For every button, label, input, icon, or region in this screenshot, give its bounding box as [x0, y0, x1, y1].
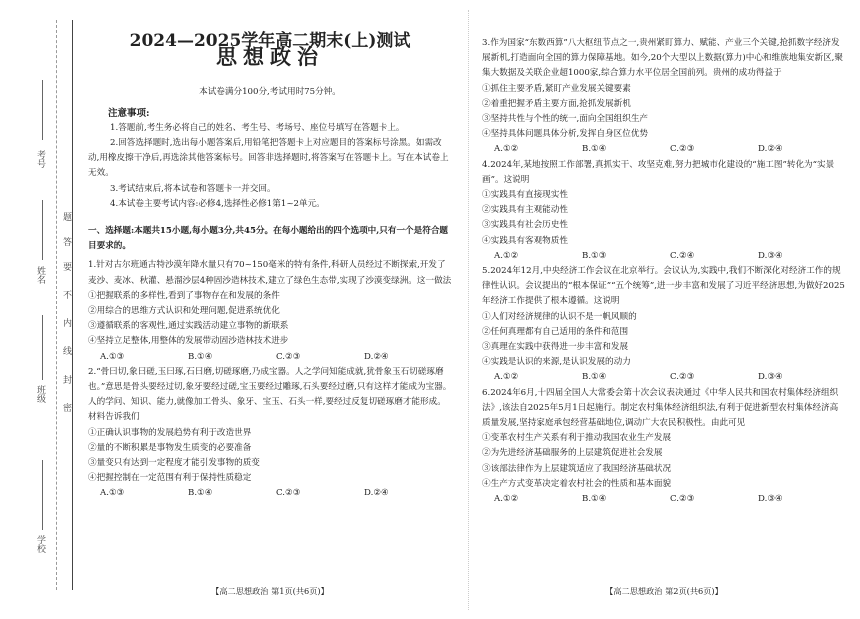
statement-item: ②着重把握矛盾主要方面,抢抓发展新机	[482, 98, 631, 109]
statement-item: ③坚持共性与个性的统一,面向全国组织生产	[482, 114, 649, 125]
option-b[interactable]: B.①④	[582, 494, 607, 505]
seal-char: 线	[61, 346, 71, 355]
seal-char: 题	[61, 212, 71, 221]
statement-item: ②任何真理都有自己适用的条件和范围	[482, 326, 629, 337]
option-a[interactable]: A.①③	[100, 488, 125, 499]
statement-item: ③遵循联系的客观性,通过实践活动建立事物的新联系	[88, 321, 289, 332]
answer-options	[494, 492, 846, 507]
answer-options	[100, 486, 452, 501]
seal-char: 密	[61, 403, 71, 412]
question-stem: 6.2024年6月,十四届全国人大常委会第十次会议表决通过《中华人民共和国农村集体经济组织法》,该法自2025年5月1日起施行。制定农村集体经济组织法,有利于促进新型农村集体经济高质量发展,坚持家庭承包经营基础地位,调动广大农民积极性。由此可见	[482, 387, 839, 429]
option-c[interactable]: C.②③	[276, 351, 301, 362]
statement-item: ③实践具有社会历史性	[482, 220, 568, 231]
statement-item: ①把握联系的多样性,看到了事物存在和发展的条件	[88, 290, 280, 301]
statement-item: ②用综合的思维方式认识和处理问题,促进系统优化	[88, 306, 280, 317]
option-b[interactable]: B.①④	[188, 488, 213, 499]
notice-item: 3.考试结束后,将本试卷和答题卡一并交回。	[110, 183, 276, 194]
option-c[interactable]: C.②③	[670, 372, 695, 383]
statement-item: ①抓住主要矛盾,紧盯产业发展关键要素	[482, 83, 631, 94]
option-d[interactable]: D.③④	[758, 372, 783, 383]
notice-list	[88, 121, 452, 212]
school-label: 学校	[35, 535, 45, 553]
statement-item: ③该部法律作为上层建筑适应了我国经济基础状况	[482, 463, 672, 474]
seal-char: 内	[61, 318, 71, 327]
statement-item: ②实践具有主观能动性	[482, 205, 568, 216]
seal-char: 封	[61, 375, 71, 384]
option-d[interactable]: D.②④	[364, 488, 389, 499]
option-b[interactable]: B.①④	[582, 144, 607, 155]
option-d[interactable]: D.②④	[758, 144, 783, 155]
statement-item: ④实践具有客观物质性	[482, 235, 568, 246]
seal-char: 要	[61, 262, 71, 271]
notice-item: 1.答题前,考生务必将自己的姓名、考生号、考场号、座位号填写在答题卡上。	[110, 122, 405, 133]
option-b[interactable]: B.①③	[582, 250, 607, 261]
option-d[interactable]: D.③④	[758, 494, 783, 505]
option-c[interactable]: C.②④	[670, 250, 695, 261]
blank-line	[42, 315, 43, 380]
option-c[interactable]: C.②③	[670, 144, 695, 155]
statement-item: ④生产方式变革决定着农村社会的性质和基本面貌	[482, 478, 672, 489]
seal-char: 答	[61, 237, 71, 246]
statement-item: ④坚持具体问题具体分析,发挥自身区位优势	[482, 129, 649, 140]
section-heading: 一、选择题:本题共15小题,每小题3分,共45分。在每小题给出的四个选项中,只有一个是符合题目要求的。	[88, 226, 449, 252]
seal-dashed-line	[56, 20, 57, 590]
question-stem: 4.2024年,某地按照工作部署,真抓实干、攻坚克难,努力把城市化建设的“施工图”转化为“实景画”。这说明	[482, 159, 835, 185]
question-3	[482, 36, 846, 158]
statement-item: ①正确认识事物的发展趋势有利于改造世界	[88, 427, 252, 438]
statement-item: ①变革农村生产关系有利于推动我国农业生产发展	[482, 433, 672, 444]
statement-item: ②量的不断积累是事物发生质变的必要准备	[88, 442, 252, 453]
option-a[interactable]: A.①②	[494, 144, 519, 155]
option-c[interactable]: C.②③	[670, 494, 695, 505]
name-label: 姓名	[35, 266, 45, 284]
blank-line	[42, 460, 43, 530]
notice-item: 2.回答选择题时,选出每小题答案后,用铅笔把答题卡上对应题目的答案标号涂黑。如需改动,用橡皮擦干净后,再选涂其他答案标号。回答非选择题时,将答案写在答题卡上。写在本试卷上无效。	[88, 138, 449, 179]
exam-info: 本试卷满分100分,考试用时75分钟。	[199, 87, 341, 98]
option-a[interactable]: A.①②	[494, 372, 519, 383]
subject-title: 思想政治	[216, 45, 324, 70]
option-a[interactable]: A.①②	[494, 494, 519, 505]
statement-item: ②为先进经济基础服务的上层建筑促进社会发展	[482, 448, 663, 459]
question-5	[482, 264, 846, 386]
option-d[interactable]: D.③④	[758, 250, 783, 261]
left-page	[88, 0, 452, 502]
notice-item: 4.本试卷主要考试内容:必修4,选择性必修1第1~2单元。	[110, 198, 325, 209]
seal-char: 不	[61, 290, 71, 299]
blank-line	[42, 200, 43, 260]
blank-line	[42, 80, 43, 140]
option-b[interactable]: B.①④	[582, 372, 607, 383]
statement-item: ③真理在实践中获得进一步丰富和发展	[482, 342, 629, 353]
question-1	[88, 258, 452, 364]
statement-item: ④实践是认识的来源,是认识发展的动力	[482, 357, 631, 368]
question-stem: 1.针对古尔班通古特沙漠年降水量只有70~150毫米的特有条件,科研人员经过不断探索,开发了麦沙、麦冰、秋灌、悬溜沙层4种固沙造林技术,建立了绿色生态带,实现了沙漠变绿洲。这一做法	[88, 260, 452, 286]
binding-line	[72, 20, 73, 590]
answer-options	[100, 350, 452, 365]
notice-heading: 注意事项:	[108, 107, 150, 119]
answer-options	[494, 142, 846, 157]
statement-item: ③量变只有达到一定程度才能引发事物的质变	[88, 458, 260, 469]
page-footer-left: 【高二思想政治 第1页(共6页)】	[211, 586, 329, 596]
question-stem: 5.2024年12月,中央经济工作会议在北京举行。会议认为,实践中,我们不断深化对经济工作的规律性认识。会议提出的“根本保证”“五个统筹”,进一步丰富和发展了习近平经济思想,为做好2025年经济工作提供了根本遵循。这说明	[482, 266, 845, 307]
question-6	[482, 386, 846, 508]
question-stem: 2.“骨曰切,象曰磋,玉曰琢,石曰磨,切磋琢磨,乃成宝器。人之学问知能成就,犹骨象玉石切磋琢磨也。”意思是骨头要经过切,象牙要经过磋,宝玉要经过雕琢,石头要经过磨,只有这样才能成为宝器。人的学问、知识、能力,就像加工骨头、象牙、宝玉、石头一样,要经过反复切磋琢磨才能形成。材料告诉我们	[88, 366, 452, 423]
question-2	[88, 365, 452, 502]
option-b[interactable]: B.①④	[188, 351, 213, 362]
exam-title: 2024—2025学年高二期末(上)测试	[129, 31, 411, 51]
option-a[interactable]: A.①②	[494, 250, 519, 261]
statement-item: ①实践具有直接现实性	[482, 190, 568, 201]
option-d[interactable]: D.②④	[364, 351, 389, 362]
right-page	[482, 36, 846, 507]
statement-item: ④把握控制在一定范围有利于保持性质稳定	[88, 473, 252, 484]
page-fold	[468, 10, 469, 610]
question-4	[482, 158, 846, 264]
statement-item: ④坚持立足整体,用整体的发展带动固沙造林技术进步	[88, 336, 289, 347]
answer-options	[494, 370, 846, 385]
class-label: 班级	[35, 385, 45, 403]
statement-item: ①人们对经济规律的认识不是一帆风顺的	[482, 311, 637, 322]
option-c[interactable]: C.②③	[276, 488, 301, 499]
question-stem: 3.作为国家“东数西算”八大枢纽节点之一,贵州紧盯算力、赋能、产业三个关键,抢抓数字经济发展新机,打造面向全国的算力保障基地。如今,20个大型以上数据(算力)中心和维族地集安新区,聚集大数据及关联企业超1000家,综合算力水平位居全国前列。贵州的成功得益于	[482, 38, 843, 79]
answer-options	[494, 249, 846, 264]
exam-no-label: 考号	[35, 150, 45, 168]
page-footer-right: 【高二思想政治 第2页(共6页)】	[605, 586, 723, 596]
option-a[interactable]: A.①③	[100, 351, 125, 362]
